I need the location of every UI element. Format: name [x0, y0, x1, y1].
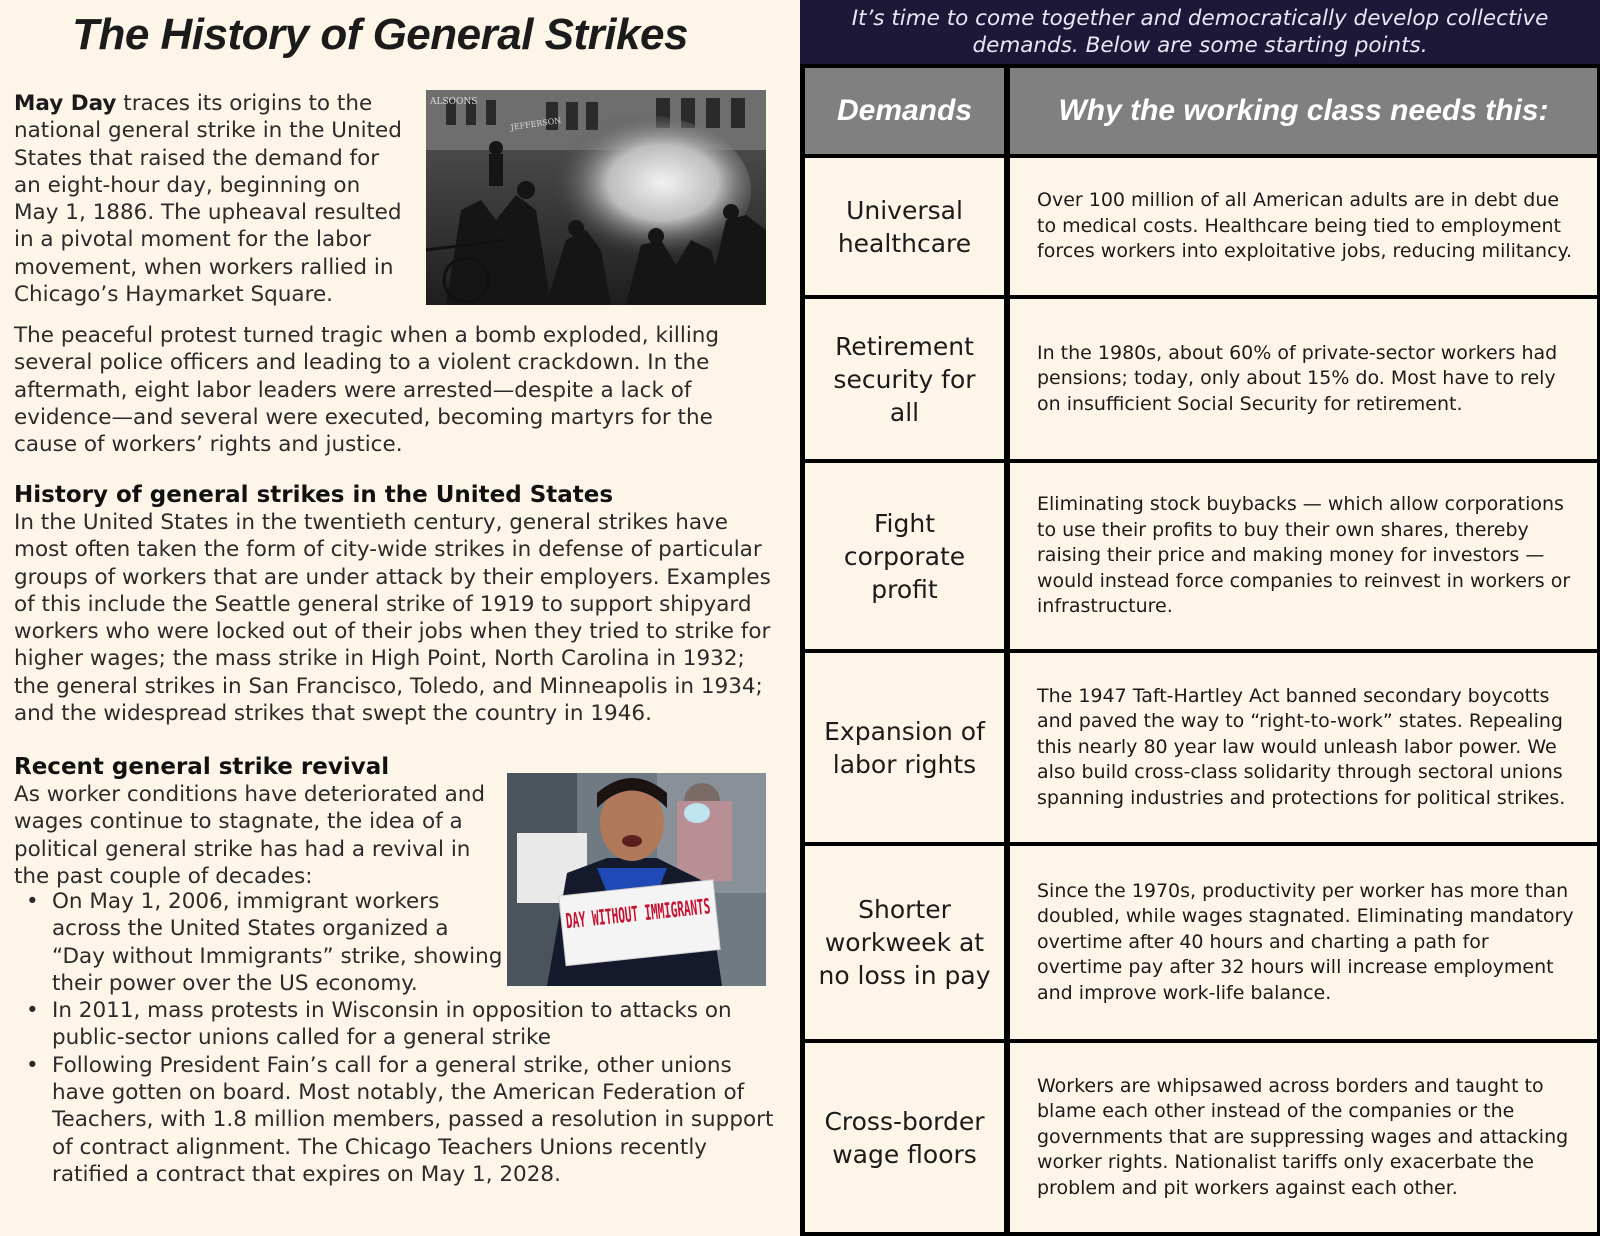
list-item: • In 2011, mass protests in Wisconsin in opposition to attacks on public-sector unions called for a general strike [14, 997, 774, 1052]
demand-cell: Expansion of labor rights [805, 653, 1004, 842]
bomb-paragraph: The peaceful protest turned tragic when a bomb exploded, killing several police officers and leading to a violent crackdown. In the aftermath, eight labor leaders were arrested—despite a lack of evidence—and several were executed, becoming martyrs for the cause of workers’ rights and justice. [14, 323, 720, 458]
why-cell: Eliminating stock buybacks — which allow corporations to use their profits to buy their own shares, thereby raising their price and making money for investors — would instead force companies to reinvest in workers or infrastructure. [1010, 463, 1597, 649]
history-heading: History of general strikes in the United States [14, 482, 614, 508]
photo1-sign-text: ALSOONS [430, 97, 478, 107]
photo1-sign-text-2: JEFFERSON [510, 115, 562, 132]
intro-text: traces its origins to the national general strike in the United States that raised the demand for an eight-hour day, beginning on May 1, 1886. The upheaval resulted in a pivotal moment for the labor movement, when workers rallied in Chicago’s Haymarket Square. [14, 91, 402, 308]
why-cell: Workers are whipsawed across borders and taught to blame each other instead of the companies or the governments that are suppressing wages and attacking worker rights. Nationalist tariffs only exacerbate the problem and pit workers against each other. [1010, 1043, 1597, 1232]
demands-panel [800, 0, 1600, 1236]
demand-cell: Fight corporate profit [805, 463, 1004, 649]
page-title: The History of General Strikes [72, 10, 688, 59]
banner-text: It’s time to come together and democratically develop collective demands. Below are some starting points. [800, 0, 1600, 64]
list-item: • On May 1, 2006, immigrant workers across the United States organized a “Day without Immigrants” strike, showing their power over the US economy. [14, 888, 507, 997]
demand-cell: Retirement security for all [805, 299, 1004, 459]
why-cell: The 1947 Taft-Hartley Act banned secondary boycotts and paved the way to “right-to-work” states. Repealing this nearly 80 year law would unleash labor power. We also build cross-class solidarity through sectoral unions spanning industries and protections for political strikes. [1010, 653, 1597, 842]
demand-cell: Cross-border wage floors [805, 1043, 1004, 1232]
why-cell: Since the 1970s, productivity per worker has more than doubled, while wages stagnated. Eliminating mandatory overtime after 40 hours and charting a path for overtime pay after 32 hours will increase employment and improve work-life balance. [1010, 846, 1597, 1039]
demand-cell: Universal healthcare [805, 158, 1004, 295]
why-column-header: Why the working class needs this: [1010, 68, 1597, 154]
photo2-sign-text: DAY WITHOUT IMMIGRANTS [564, 880, 844, 934]
intro-bold: May Day [14, 91, 117, 116]
haymarket-illustration [426, 90, 766, 305]
why-cell: In the 1980s, about 60% of private-sector workers had pensions; today, only about 15% do. Most have to rely on insufficient Social Security for retirement. [1010, 299, 1597, 459]
history-paragraph: In the United States in the twentieth century, general strikes have most often taken the form of city-wide strikes in defense of particular groups of workers that are under attack by their employers. Examples of this include the Seattle general strike of 1919 to support shipyard workers who were locked out of their jobs when they tried to strike for higher wages; the mass strike in High Point, North Carolina in 1932; the general strikes in San Francisco, Toledo, and Minneapolis in 1934; and the widespread strikes that swept the country in 1946. [14, 510, 771, 727]
demand-cell: Shorter workweek at no loss in pay [805, 846, 1004, 1039]
recent-heading: Recent general strike revival [14, 754, 390, 780]
recent-bullet-list [14, 880, 844, 1188]
list-item: • Following President Fain’s call for a general strike, other unions have gotten on board. Most notably, the American Federation of Teachers, with 1.8 million members, passed a resolution in support of contract alignment. The Chicago Teachers Unions recently ratified a contract that expires on May 1, 2028. [14, 1052, 774, 1188]
recent-paragraph: As worker conditions have deteriorated and wages continue to stagnate, the idea of a political general strike has had a revival in the past couple of decades: [14, 782, 486, 889]
intro-paragraph [14, 90, 409, 308]
demands-column-header: Demands [805, 68, 1004, 154]
why-cell: Over 100 million of all American adults are in debt due to medical costs. Healthcare being tied to employment forces workers into exploitative jobs, reducing militancy. [1010, 158, 1597, 295]
